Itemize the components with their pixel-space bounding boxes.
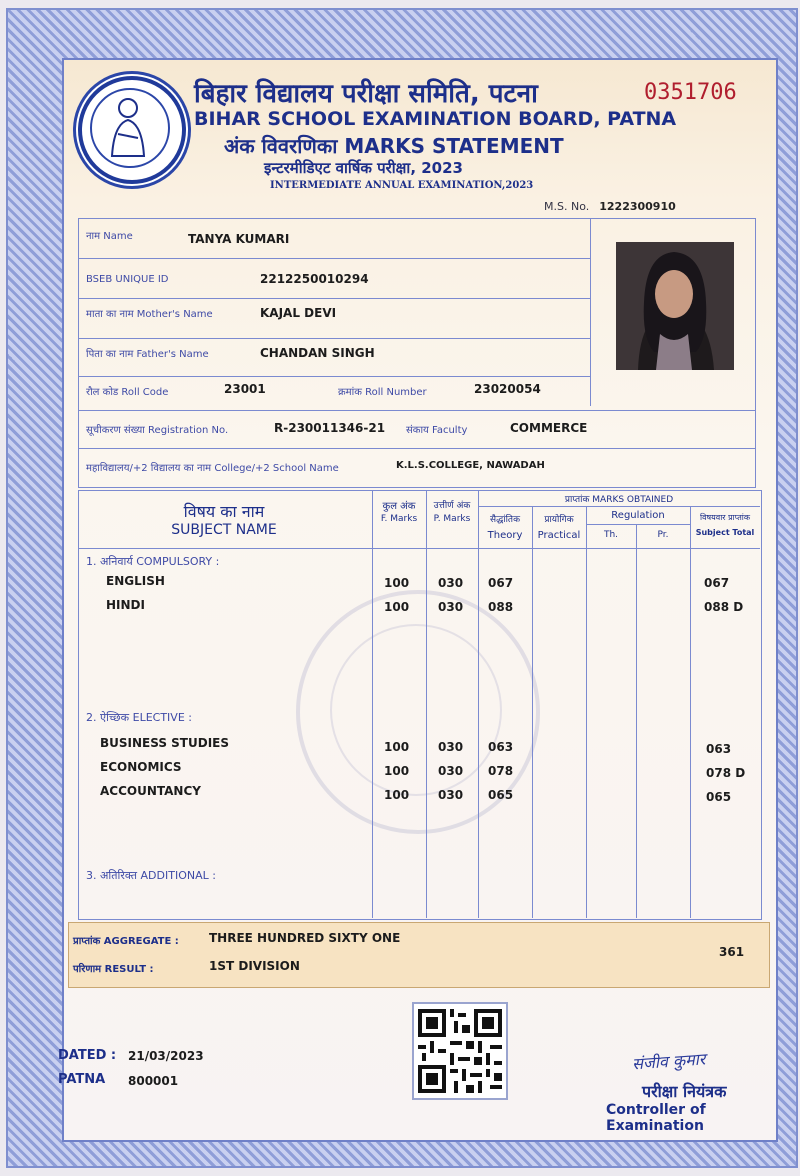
result-label: परिणाम RESULT : — [73, 964, 154, 975]
faculty-label: संकाय Faculty — [406, 425, 468, 436]
full-marks: 100 — [384, 764, 410, 778]
registration-value: R-230011346-21 — [274, 421, 386, 435]
roll-number-value: 23020054 — [474, 382, 541, 396]
subject-total: 065 — [706, 790, 732, 804]
subject-total-header: Subject Total — [695, 528, 755, 537]
full-marks: 100 — [384, 576, 410, 590]
statement-title: अंक विवरणिका MARKS STATEMENT — [224, 134, 564, 158]
ms-number: M.S. No. 1222300910 — [544, 200, 676, 213]
result-value: 1ST DIVISION — [209, 959, 300, 973]
pass-marks: 030 — [438, 740, 464, 754]
student-photo — [616, 242, 734, 370]
board-title-english: BIHAR SCHOOL EXAMINATION BOARD, PATNA — [194, 108, 677, 130]
subject-name: ENGLISH — [106, 574, 165, 588]
theory-header: Theory — [487, 530, 523, 541]
pass-marks-header-hindi: उत्तीर्ण अंक — [433, 501, 471, 511]
board-title-hindi: बिहार विद्यालय परीक्षा समिति, पटना — [194, 79, 538, 109]
full-marks: 100 — [384, 788, 410, 802]
name-label: नाम Name — [86, 231, 133, 242]
registration-label: सूचीकरण संख्या Registration No. — [86, 425, 229, 436]
theory-marks: 063 — [488, 740, 514, 754]
roll-code-value: 23001 — [224, 382, 266, 396]
pass-marks: 030 — [438, 576, 464, 590]
issue-date: 21/03/2023 — [128, 1049, 204, 1063]
roll-code-label: रौल कोड Roll Code — [86, 387, 169, 398]
board-emblem-logo — [78, 76, 186, 184]
marks-obtained-header: प्राप्तांक MARKS OBTAINED — [564, 495, 674, 505]
subject-name: BUSINESS STUDIES — [100, 736, 229, 750]
subject-total-header-hindi: विषयवार प्राप्तांक — [700, 513, 750, 522]
subject-header-english: SUBJECT NAME — [171, 522, 277, 538]
controller-title-english: Controller of Examination — [606, 1102, 706, 1134]
unique-id-value: 2212250010294 — [260, 272, 369, 286]
aggregate-section — [68, 922, 770, 988]
subject-total: 067 — [704, 576, 730, 590]
compulsory-section-label: 1. अनिवार्य COMPULSORY : — [86, 555, 220, 568]
aggregate-label: प्राप्तांक AGGREGATE : — [73, 936, 179, 947]
roll-number-label: क्रमांक Roll Number — [338, 387, 427, 398]
controller-signature: संजीव कुमार — [631, 1049, 706, 1074]
marks-statement-sheet — [6, 8, 798, 1168]
practical-header: Practical — [537, 530, 581, 541]
subject-name: HINDI — [106, 598, 145, 612]
father-name: CHANDAN SINGH — [260, 346, 375, 360]
theory-marks: 065 — [488, 788, 514, 802]
serial-number: 0351706 — [644, 80, 737, 105]
pass-marks: 030 — [438, 788, 464, 802]
dated-label: DATED : — [58, 1048, 117, 1063]
subject-name: ACCOUNTANCY — [100, 784, 201, 798]
theory-marks: 078 — [488, 764, 514, 778]
mother-name-label: माता का नाम Mother's Name — [86, 309, 213, 320]
regulation-practical-header: Pr. — [657, 530, 669, 540]
subject-name: ECONOMICS — [100, 760, 182, 774]
pass-marks: 030 — [438, 600, 464, 614]
theory-marks: 088 — [488, 600, 514, 614]
place-label: PATNA — [58, 1072, 106, 1087]
school-name: K.L.S.COLLEGE, NAWADAH — [396, 460, 545, 471]
aggregate-in-words: THREE HUNDRED SIXTY ONE — [209, 931, 401, 945]
full-marks: 100 — [384, 740, 410, 754]
certificate-body — [58, 58, 778, 1142]
practical-header-hindi: प्रायोगिक — [544, 515, 574, 525]
exam-title-hindi: इन्टरमीडिएट वार्षिक परीक्षा, 2023 — [264, 159, 463, 177]
controller-title-hindi: परीक्षा नियंत्रक — [642, 1082, 727, 1101]
qr-code — [412, 1002, 508, 1100]
school-label: महाविद्यालय/+2 विद्यालय का नाम College/+2 School Name — [86, 463, 339, 474]
aggregate-value: 361 — [719, 945, 745, 959]
mother-name: KAJAL DEVI — [260, 306, 337, 320]
pass-marks: 030 — [438, 764, 464, 778]
full-marks-header: F. Marks — [380, 514, 418, 524]
pin-code: 800001 — [128, 1074, 179, 1088]
additional-section-label: 3. अतिरिक्त ADDITIONAL : — [86, 869, 216, 882]
faculty-value: COMMERCE — [510, 421, 588, 435]
subject-total: 088 D — [704, 600, 744, 614]
unique-id-label: BSEB UNIQUE ID — [86, 274, 169, 285]
subject-total: 078 D — [706, 766, 746, 780]
theory-marks: 067 — [488, 576, 514, 590]
exam-title-english: INTERMEDIATE ANNUAL EXAMINATION,2023 — [270, 180, 534, 191]
regulation-theory-header: Th. — [603, 530, 619, 540]
student-name: TANYA KUMARI — [188, 232, 290, 246]
regulation-header: Regulation — [611, 510, 665, 521]
subject-header-hindi: विषय का नाम — [183, 502, 265, 521]
elective-section-label: 2. ऐच्छिक ELECTIVE : — [86, 711, 192, 724]
full-marks-header-hindi: कुल अंक — [382, 501, 416, 512]
subject-total: 063 — [706, 742, 732, 756]
theory-header-hindi: सैद्धांतिक — [490, 515, 520, 525]
pass-marks-header: P. Marks — [433, 514, 471, 524]
full-marks: 100 — [384, 600, 410, 614]
father-name-label: पिता का नाम Father's Name — [86, 349, 209, 360]
